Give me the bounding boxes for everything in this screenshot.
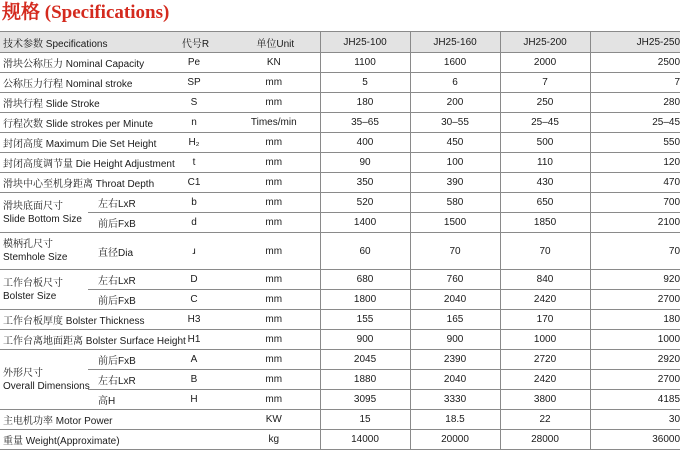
value-cell: 2390 [410,350,500,370]
header-code: 代号R [160,32,228,53]
sub-param-name: 左右LxR [88,270,160,290]
header-unit: 单位Unit [228,32,320,53]
value-cell: 390 [410,173,500,193]
param-unit: mm [228,330,320,350]
value-cell: 15 [320,410,410,430]
value-cell: 430 [500,173,590,193]
value-cell: 3095 [320,390,410,410]
param-unit: mm [228,350,320,370]
param-code: D [160,270,228,290]
param-name: 行程次数 Slide strokes per Minute [0,113,160,133]
value-cell: 70 [500,233,590,270]
value-cell: 1850 [500,213,590,233]
param-code: C [160,290,228,310]
value-cell: 580 [410,193,500,213]
value-cell: 2040 [410,290,500,310]
param-name: 封闭高度调节量 Die Height Adjustment [0,153,160,173]
value-cell: 28000 [500,430,590,450]
group-name-en: Bolster Size [3,290,57,302]
table-row [0,133,680,153]
table-row [0,233,680,270]
group-label [0,350,88,410]
sub-param-name: 前后FxB [88,290,160,310]
param-unit: mm [228,290,320,310]
value-cell: 900 [410,330,500,350]
value-cell: 70 [410,233,500,270]
value-cell: 7 [500,73,590,93]
param-code: Pe [160,53,228,73]
param-name: 工作台板厚度 Bolster Thickness [0,310,160,330]
value-cell: 5 [320,73,410,93]
table-row [0,113,680,133]
param-unit: mm [228,73,320,93]
value-cell: 1600 [410,53,500,73]
table-row [0,93,680,113]
value-cell: 500 [500,133,590,153]
table-row [0,390,680,410]
param-unit: Times/min [228,113,320,133]
group-name-cn: 滑块底面尺寸 [3,200,63,212]
value-cell: 1880 [320,370,410,390]
value-cell: 100 [410,153,500,173]
sub-param-name: 前后FxB [88,213,160,233]
group-label [0,270,88,310]
table-row [0,370,680,390]
value-cell: 70 [590,233,680,270]
param-unit: mm [228,233,320,270]
sub-param-name: 直径Dia [88,233,160,270]
value-cell: 165 [410,310,500,330]
param-code: SP [160,73,228,93]
group-name-en: Slide Bottom Size [3,213,82,225]
param-unit: KN [228,53,320,73]
table-row [0,430,680,450]
sub-param-name: 左右LxR [88,370,160,390]
param-code: H [160,390,228,410]
value-cell: 470 [590,173,680,193]
value-cell: 35–65 [320,113,410,133]
param-unit: mm [228,133,320,153]
value-cell: 520 [320,193,410,213]
param-unit: mm [228,310,320,330]
param-code: A [160,350,228,370]
param-code [160,410,228,430]
table-row [0,270,680,290]
value-cell: 6 [410,73,500,93]
value-cell: 1000 [590,330,680,350]
param-name: 滑块中心至机身距离 Throat Depth [0,173,160,193]
value-cell: 30–55 [410,113,500,133]
value-cell: 2700 [590,370,680,390]
param-code: H1 [160,330,228,350]
param-unit: mm [228,93,320,113]
value-cell: 3330 [410,390,500,410]
value-cell: 2420 [500,370,590,390]
group-name-en: Overall Dimensions [3,380,90,392]
param-code: b [160,193,228,213]
value-cell: 90 [320,153,410,173]
table-row [0,173,680,193]
header-model: JH25-250 [590,32,680,53]
group-label [0,193,88,233]
param-code: t [160,153,228,173]
value-cell: 550 [590,133,680,153]
value-cell: 1800 [320,290,410,310]
param-code: n [160,113,228,133]
param-unit: mm [228,270,320,290]
value-cell: 920 [590,270,680,290]
table-row [0,73,680,93]
value-cell: 1500 [410,213,500,233]
param-unit: mm [228,193,320,213]
header-param: 技术参数 Specifications [0,32,160,53]
param-name: 主电机功率 Motor Power [0,410,160,430]
param-code: B [160,370,228,390]
value-cell: 2700 [590,290,680,310]
param-unit: kg [228,430,320,450]
group-name-en: Stemhole Size [3,252,68,263]
value-cell: 2500 [590,53,680,73]
value-cell: 840 [500,270,590,290]
specifications-table [0,31,680,450]
sub-param-name: 左右LxR [88,193,160,213]
value-cell: 120 [590,153,680,173]
param-unit: mm [228,153,320,173]
value-cell: 60 [320,233,410,270]
sub-param-name: 前后FxB [88,350,160,370]
param-unit: KW [228,410,320,430]
table-row [0,153,680,173]
value-cell: 2920 [590,350,680,370]
value-cell: 22 [500,410,590,430]
param-code: ɹ [160,233,228,270]
group-name-cn: 外形尺寸 [3,367,43,379]
table-row [0,193,680,213]
value-cell: 900 [320,330,410,350]
param-unit: mm [228,213,320,233]
value-cell: 36000 [590,430,680,450]
value-cell: 180 [320,93,410,113]
value-cell: 2100 [590,213,680,233]
value-cell: 25–45 [500,113,590,133]
value-cell: 155 [320,310,410,330]
page-title: 规格 (Specifications) [2,2,170,23]
header-model: JH25-160 [410,32,500,53]
param-code: d [160,213,228,233]
value-cell: 2000 [500,53,590,73]
value-cell: 110 [500,153,590,173]
table-row [0,290,680,310]
value-cell: 2040 [410,370,500,390]
value-cell: 7 [590,73,680,93]
group-name-cn: 模柄孔尺寸 [3,239,53,250]
value-cell: 1000 [500,330,590,350]
value-cell: 200 [410,93,500,113]
value-cell: 1100 [320,53,410,73]
param-name: 重量 Weight(Approximate) [0,430,160,450]
param-code: C1 [160,173,228,193]
table-row [0,350,680,370]
table-row [0,410,680,430]
value-cell: 2720 [500,350,590,370]
param-unit: mm [228,390,320,410]
param-name: 滑块行程 Slide Stroke [0,93,160,113]
param-code: S [160,93,228,113]
value-cell: 180 [590,310,680,330]
table-row [0,330,680,350]
value-cell: 680 [320,270,410,290]
value-cell: 760 [410,270,500,290]
param-unit: mm [228,173,320,193]
param-code [160,430,228,450]
table-header-row [0,32,680,53]
value-cell: 2420 [500,290,590,310]
table-row [0,310,680,330]
value-cell: 280 [590,93,680,113]
header-model: JH25-100 [320,32,410,53]
value-cell: 18.5 [410,410,500,430]
param-name: 公称压力行程 Nominal stroke [0,73,160,93]
value-cell: 4185 [590,390,680,410]
value-cell: 350 [320,173,410,193]
value-cell: 3800 [500,390,590,410]
param-code: H3 [160,310,228,330]
value-cell: 1400 [320,213,410,233]
value-cell: 400 [320,133,410,153]
value-cell: 650 [500,193,590,213]
param-name: 工作台离地面距离 Bolster Surface Height [0,330,160,350]
sub-param-name: 高H [88,390,160,410]
value-cell: 170 [500,310,590,330]
table-row [0,53,680,73]
value-cell: 700 [590,193,680,213]
value-cell: 2045 [320,350,410,370]
value-cell: 25–45 [590,113,680,133]
param-name: 封闭高度 Maximum Die Set Height [0,133,160,153]
param-unit: mm [228,370,320,390]
value-cell: 20000 [410,430,500,450]
group-name-cn: 工作台板尺寸 [3,277,63,289]
table-row [0,213,680,233]
param-code: H₂ [160,133,228,153]
value-cell: 250 [500,93,590,113]
param-name: 滑块公称压力 Nominal Capacity [0,53,160,73]
value-cell: 14000 [320,430,410,450]
value-cell: 450 [410,133,500,153]
header-model: JH25-200 [500,32,590,53]
group-label [0,233,88,270]
value-cell: 30 [590,410,680,430]
